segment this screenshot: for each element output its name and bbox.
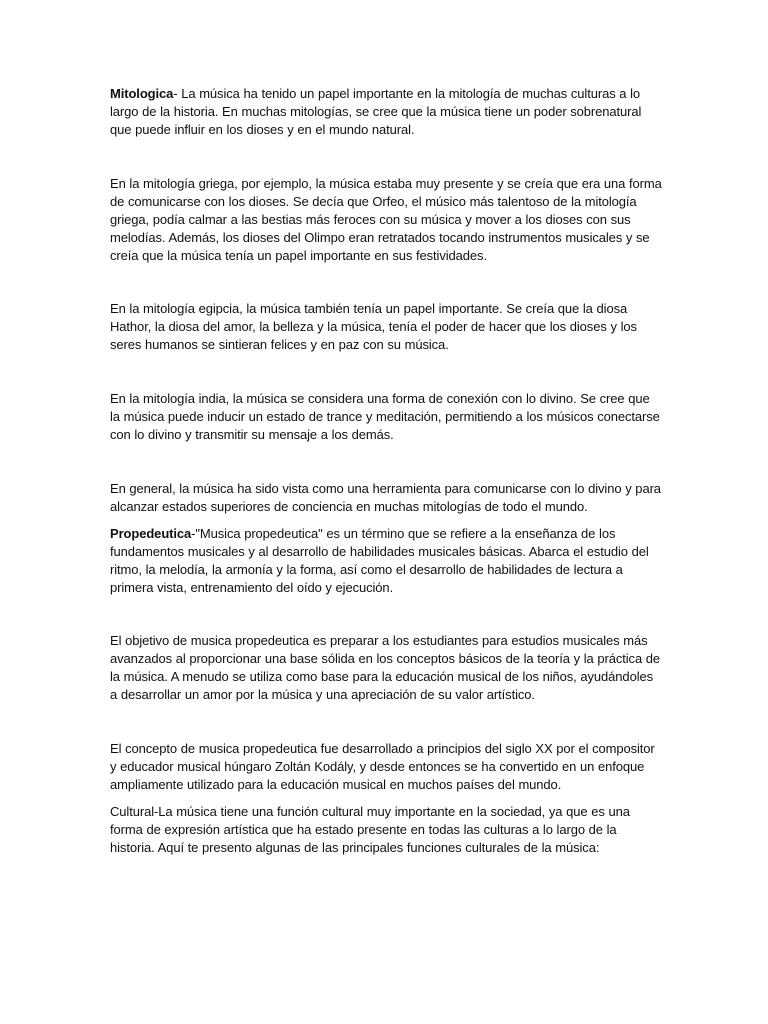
paragraph-mitologia-egipcia [110,300,662,354]
paragraph-text: -"Musica propedeutica" es un término que se refiere a la enseñanza de los fundamentos musicales y al desarrollo de habilidades musicales básicas. Abarca el estudio del ritmo, la melodía, la armonía y la forma, así como el desarrollo de habilidades de lectura a primera vista, entrenamiento del oído y ejecución. [110,526,649,595]
paragraph-text: - La música ha tenido un papel importante en la mitología de muchas culturas a lo largo de la historia. En muchas mitologías, se cree que la música tiene un poder sobrenatural que puede influir en los dioses y en el mundo natural. [110,86,642,137]
paragraph-mitologia-griega [110,175,662,265]
section-heading-mitologica: Mitologica [110,86,174,101]
paragraph-text: El concepto de musica propedeutica fue desarrollado a principios del siglo XX por el compositor y educador musical húngaro Zoltán Kodály, y desde entonces se ha convertido en un enfoque ampliamente utilizado para la educación musical en muchos países del mundo. [110,741,655,792]
paragraph-text: En la mitología egipcia, la música también tenía un papel importante. Se creía que la diosa Hathor, la diosa del amor, la belleza y la música, tenía el poder de hacer que los dioses y los seres humanos se sintieran felices y en paz con su música. [110,301,637,352]
paragraph-en-general [110,480,662,516]
paragraph-text: El objetivo de musica propedeutica es preparar a los estudiantes para estudios musicales más avanzados al proporcionar una base sólida en los conceptos básicos de la teoría y la práctica de la música. A menudo se utiliza como base para la educación musical de los niños, ayudándoles a desarrollar un amor por la música y una apreciación de su valor artístico. [110,633,661,702]
paragraph-propedeutica [110,525,662,597]
section-heading-propedeutica: Propedeutica [110,526,192,541]
paragraph-cultural [110,803,662,857]
paragraph-text: En la mitología india, la música se considera una forma de conexión con lo divino. Se cree que la música puede inducir un estado de trance y meditación, permitiendo a los músicos conectarse con lo divino y transmitir su mensaje a los demás. [110,391,660,442]
paragraph-mitologia-india [110,390,662,444]
paragraph-mitologica [110,85,662,139]
paragraph-objetivo [110,632,662,704]
paragraph-text: En general, la música ha sido vista como una herramienta para comunicarse con lo divino y para alcanzar estados superiores de conciencia en muchas mitologías de todo el mundo. [110,481,661,514]
paragraph-concepto [110,740,662,794]
paragraph-text: En la mitología griega, por ejemplo, la música estaba muy presente y se creía que era una forma de comunicarse con los dioses. Se decía que Orfeo, el músico más talentoso de la mitología griega, podía calmar a las bestias más feroces con su música y mover a los dioses con sus melodías. Además, los dioses del Olimpo eran retratados tocando instrumentos musicales y se creía que la música tenía un papel importante en sus festividades. [110,176,662,263]
paragraph-text: Cultural-La música tiene una función cultural muy importante en la sociedad, ya que es una forma de expresión artística que ha estado presente en todas las culturas a lo largo de la historia. Aquí te presento algunas de las principales funciones culturales de la música: [110,804,630,855]
